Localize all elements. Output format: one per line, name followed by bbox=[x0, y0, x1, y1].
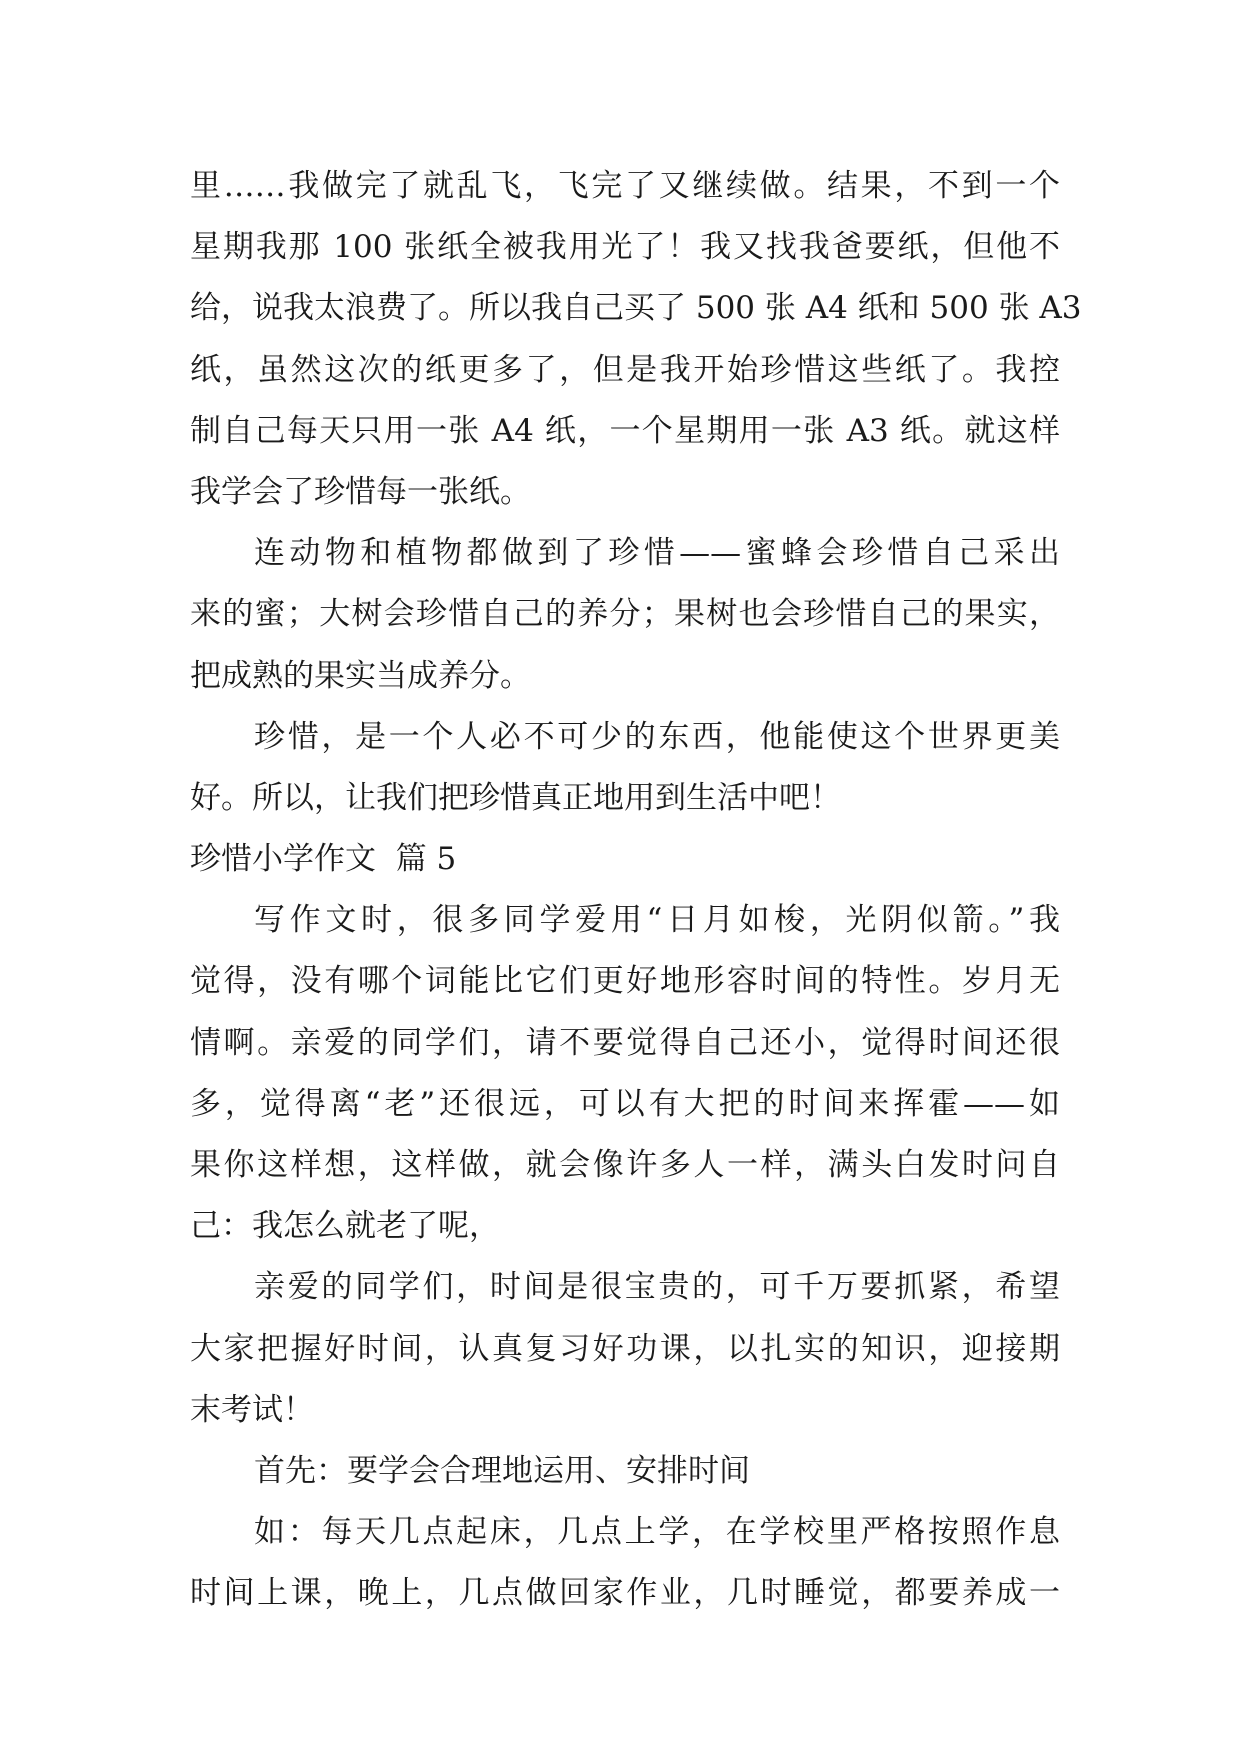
paragraph-first-line: 写作文时，很多同学爱用“日月如梭，光阴似箭。”我 bbox=[254, 902, 1060, 939]
text-line: 星期我那 100 张纸全被我用光了！我又找我爸要纸，但他不 bbox=[190, 229, 1060, 266]
text-line: 觉得，没有哪个词能比它们更好地形容时间的特性。岁月无 bbox=[190, 963, 1060, 1000]
text-line: 给，说我太浪费了。所以我自己买了 500 张 A4 纸和 500 张 A3 bbox=[190, 290, 1082, 327]
text-line: 时间上课，晚上，几点做回家作业，几时睡觉，都要养成一 bbox=[190, 1575, 1060, 1612]
text-line: 把成熟的果实当成养分。 bbox=[190, 657, 531, 694]
paragraph-first-line: 亲爱的同学们，时间是很宝贵的，可千万要抓紧，希望 bbox=[254, 1269, 1060, 1306]
paragraph-first-line: 珍惜，是一个人必不可少的东西，他能使这个世界更美 bbox=[254, 718, 1060, 755]
text-line: 里……我做完了就乱飞，飞完了又继续做。结果，不到一个 bbox=[190, 168, 1060, 204]
text-line: 制自己每天只用一张 A4 纸，一个星期用一张 A3 纸。就这样 bbox=[190, 412, 1060, 449]
text-line: 大家把握好时间，认真复习好功课，以扎实的知识，迎接期 bbox=[190, 1330, 1060, 1367]
document-body bbox=[190, 156, 1082, 1625]
text-line: 情啊。亲爱的同学们，请不要觉得自己还小，觉得时间还很 bbox=[190, 1024, 1060, 1061]
text-line: 来的蜜；大树会珍惜自己的养分；果树也会珍惜自己的果实， bbox=[190, 596, 1060, 633]
text-line: 果你这样想，这样做，就会像许多人一样，满头白发时问自 bbox=[190, 1147, 1060, 1183]
text-line: 我学会了珍惜每一张纸。 bbox=[190, 473, 531, 510]
section-heading: 珍惜小学作文 篇 5 bbox=[190, 841, 457, 878]
paragraph-first-line: 连动物和植物都做到了珍惜——蜜蜂会珍惜自己采出 bbox=[254, 535, 1060, 572]
text-line: 纸，虽然这次的纸更多了，但是我开始珍惜这些纸了。我控 bbox=[190, 351, 1060, 388]
paragraph-first-line: 首先：要学会合理地运用、安排时间 bbox=[254, 1452, 750, 1489]
text-line: 多，觉得离“老”还很远，可以有大把的时间来挥霍——如 bbox=[190, 1085, 1060, 1122]
text-line: 末考试！ bbox=[190, 1391, 314, 1428]
text-line: 好。所以，让我们把珍惜真正地用到生活中吧！ bbox=[190, 779, 841, 816]
text-line: 己：我怎么就老了呢， bbox=[190, 1208, 500, 1245]
paragraph-first-line: 如：每天几点起床，几点上学，在学校里严格按照作息 bbox=[254, 1514, 1060, 1551]
